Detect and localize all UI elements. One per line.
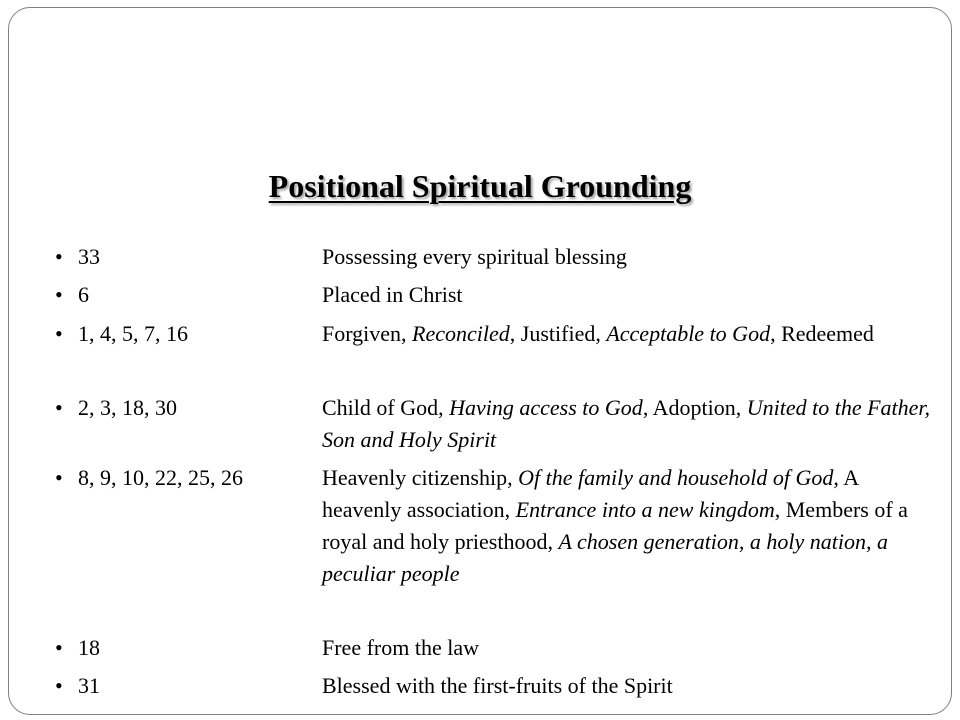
bullet-icon: • — [55, 321, 63, 346]
description-part-italic: Entrance into a new kingdom — [515, 497, 775, 522]
item-reference-numbers: 1, 4, 5, 7, 16 — [78, 321, 188, 346]
item-reference-numbers: 2, 3, 18, 30 — [78, 395, 177, 420]
description-part: Free from the law — [322, 635, 479, 660]
description-part: , Members of a royal and holy priesthood, — [322, 497, 908, 554]
description-part-italic: Having access to God — [449, 395, 643, 420]
description-part: , Justified, — [509, 321, 607, 346]
item-description — [322, 279, 932, 311]
item-description — [322, 392, 932, 456]
item-reference-numbers: 8, 9, 10, 22, 25, 26 — [78, 465, 243, 490]
item-reference-numbers: 33 — [78, 244, 100, 269]
item-reference-numbers: 18 — [78, 635, 100, 660]
description-part: , Redeemed — [770, 321, 874, 346]
description-part: , A heavenly association, — [322, 465, 858, 522]
description-part: , Adoption, — [642, 395, 747, 420]
item-description — [322, 670, 932, 702]
description-part-italic: A chosen generation, a holy nation, a peculiar people — [322, 529, 889, 586]
item-reference-numbers: 6 — [78, 282, 89, 307]
description-part-italic: United to the Father, Son and Holy Spirit — [322, 395, 931, 452]
description-part: Possessing every spiritual blessing — [322, 244, 627, 269]
description-part: Forgiven, — [322, 321, 413, 346]
slide-title: Positional Spiritual Grounding — [268, 168, 692, 204]
bullet-icon: • — [55, 244, 63, 269]
bullet-icon: • — [55, 465, 63, 490]
bullet-icon: • — [55, 673, 63, 698]
item-description — [322, 241, 932, 273]
item-description — [322, 632, 932, 664]
description-part: Child of God, — [322, 395, 450, 420]
item-description — [322, 318, 932, 350]
description-part-italic: Of the family and household of God — [518, 465, 834, 490]
description-part: Heavenly citizenship, — [322, 465, 519, 490]
bullet-icon: • — [55, 395, 63, 420]
bullet-icon: • — [55, 282, 63, 307]
bullet-icon: • — [55, 635, 63, 660]
item-reference-numbers: 31 — [78, 673, 100, 698]
description-part-italic: Acceptable to God — [606, 321, 771, 346]
description-part-italic: Reconciled — [412, 321, 510, 346]
description-part: Placed in Christ — [322, 282, 463, 307]
item-description — [322, 462, 932, 590]
description-part: Blessed with the first-fruits of the Spirit — [322, 673, 673, 698]
